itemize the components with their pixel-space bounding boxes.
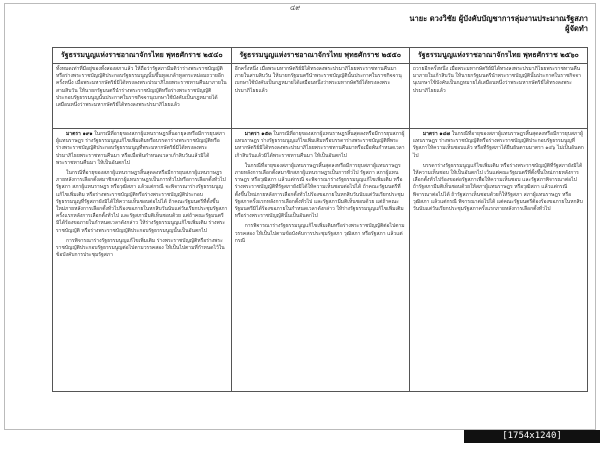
section-label: มาตรา ๑๙๑ <box>66 131 93 137</box>
paragraph: บรรดาร่างรัฐธรรมนูญแก้ไขเพิ่มเติม หรือร่างพระราชบัญญัติที่รัฐสภายังมิได้ให้ความเห็นชอบ ให้เป็นอันตกไป เว้นแต่คณะรัฐมนตรีที่ตั้งขึ้นใหม่ภายหลังการเลือกตั้งทั่วไปร้องขอต่อรัฐสภาเพื่อให้ความเห็นชอบ และรัฐสภาพิจารณาต่อไป ถ้ารัฐสภามีมติเห็นชอบด้วยให้สภาผู้แทนราษฎร หรือวุฒิสภา แล้วแต่กรณี พิจารณาต่อไปได้ ถ้ารัฐสภาเห็นชอบด้วยก็ให้รัฐสภา สภาผู้แทนราษฎร หรือวุฒิสภา แล้วแต่กรณี พิจารณาต่อไปได้ แต่คณะรัฐมนตรีต้องร้องขอภายในหกสิบวันนับแต่วันเรียกประชุมรัฐสภาครั้งแรกภายหลังการเลือกตั้งทั่วไป <box>412 162 583 213</box>
section-label: มาตรา ๑๔๗ <box>422 131 451 137</box>
document-header <box>409 14 588 34</box>
paragraph: การพิจารณาร่างรัฐธรรมนูญแก้ไขเพิ่มเติม ร่างพระราชบัญญัติหรือร่างพระราชบัญญัติประกอบรัฐธรรมนูญต่อไปตามวรรคสอง ให้เป็นไปตามที่กำหนดไว้ในข้อบังคับการประชุมรัฐสภา <box>56 237 225 259</box>
section-label: มาตรา ๑๕๓ <box>244 131 272 137</box>
author-name: นายะ ดวงวิชัย ผู้บังคับบัญชาการลุ่มงานประมาณรัฐสภา <box>409 14 588 23</box>
table-cell <box>231 129 409 392</box>
column-header-2550: รัฐธรรมนูญแห่งราชอาณาจักรไทย พุทธศักราช ๒๕๕๐ <box>231 48 409 64</box>
paragraph: ในกรณีที่อายุของสภาผู้แทนราษฎรสิ้นสุดลงหรือมีการยุบสภาผู้แทนราษฎร ร่างพระราชบัญญัติหรือร่างพระราชบัญญัติประกอบรัฐธรรมนูญที่รัฐสภาให้ความเห็นชอบแล้ว หรือที่รัฐสภาได้ยืนยันตามมาตรา ๑๔๖ ไม่เป็นอันตกไป <box>412 131 584 159</box>
image-source-bar <box>464 430 600 454</box>
paragraph: การพิจารณาร่างรัฐธรรมนูญแก้ไขเพิ่มเติมหรือร่างพระราชบัญญัติต่อไปตามวรรคสอง ให้เป็นไปตามข้อบังคับการประชุมรัฐสภา วุฒิสภา หรือรัฐสภา แล้วแต่กรณี <box>234 223 405 244</box>
source-label[interactable]: [1754x1240] https://upic.me/ <box>488 431 576 454</box>
author-role: ผู้จัดทำ <box>565 24 588 33</box>
table-cell: อีกครั้งหนึ่ง เมื่อพระมหากษัตริย์มิได้ทรงลงพระปรมาภิไธยพระราชทานคืนมาภายในสามสิบวัน ให้นายกรัฐมนตรีนำพระราชบัญญัตินั้นประกาศในราชกิจจานุเบกษาใช้บังคับเป็นกฎหมายได้เสมือนหนึ่งว่าพระมหากษัตริย์ได้ทรงลงพระปรมาภิไธยแล้ว <box>231 64 409 129</box>
paragraph: ในกรณีที่อายุของสภาผู้แทนราษฎรสิ้นสุดลงหรือมีการยุบสภาผู้แทนราษฎร ร่างรัฐธรรมนูญแก้ไขเพิ่มเติมหรือบรรดาร่างพระราชบัญญัติที่พระมหากษัตริย์มิได้ทรงลงพระปรมาภิไธยพระราชทานคืนมาหรือเมื่อพ้นกำหนดเวลาเก้าสิบวันแล้วมิได้พระราชทานคืนมา ให้เป็นอันตกไป <box>234 131 405 159</box>
table-cell <box>53 129 232 392</box>
comparison-table <box>52 47 588 392</box>
table-row <box>53 64 588 129</box>
page-number: ๔๙ <box>290 4 301 12</box>
table-row <box>53 129 588 392</box>
paragraph: ในกรณีที่อายุของสภาผู้แทนราษฎรสิ้นสุดลงหรือมีการยุบสภาผู้แทนราษฎร ภายหลังการเลือกตั้งสมาชิกสภาผู้แทนราษฎรเป็นการทั่วไปหรือการเลือกตั้งทั่วไป รัฐสภา สภาผู้แทนราษฎร หรือวุฒิสภา แล้วแต่กรณี จะพิจารณาร่างรัฐธรรมนูญแก้ไขเพิ่มเติม หรือร่างพระราชบัญญัติหรือร่างพระราชบัญญัติประกอบรัฐธรรมนูญที่รัฐสภายังมิได้ให้ความเห็นชอบต่อไปได้ ถ้าคณะรัฐมนตรีที่ตั้งขึ้นใหม่ภายหลังการเลือกตั้งทั่วไปร้องขอภายในหกสิบวันนับแต่วันเรียกประชุมรัฐสภาครั้งแรกหลังการเลือกตั้งทั่วไป และรัฐสภามีมติเห็นชอบด้วย แต่ถ้าคณะรัฐมนตรีมิได้ร้องขอภายในกำหนดเวลาดังกล่าว ให้ร่างรัฐธรรมนูญแก้ไขเพิ่มเติม ร่างพระราชบัญญัติ หรือร่างพระราชบัญญัติประกอบรัฐธรรมนูญนั้นเป็นอันตกไป <box>56 170 228 234</box>
column-header-2560: รัฐธรรมนูญแห่งราชอาณาจักรไทย พุทธศักราช ๒๕๖๐ <box>409 48 587 64</box>
paragraph: ในกรณีที่อายุของสภาผู้แทนราษฎรสิ้นอายุลงหรือมีการยุบสภาผู้แทนราษฎร ร่างรัฐธรรมนูญแก้ไขเพิ่มเติมหรือบรรดาร่างพระราชบัญญัติหรือร่างพระราชบัญญัติประกอบรัฐธรรมนูญที่พระมหากษัตริย์มิได้ทรงลงพระปรมาภิไธยพระราชทานคืนมา หรือเมื่อพ้นกำหนดเวลาเก้าสิบวันแล้วมิได้พระราชทานคืนมา ให้เป็นอันตกไป <box>56 131 225 166</box>
table-cell <box>409 129 587 392</box>
table-cell: ทั้งหมดเท่าที่มีอยู่ของทั้งสองสภาแล้ว ให้ถือว่ารัฐสภามีมติว่าร่างพระราชบัญญัติหรือร่างพระราชบัญญัติประกอบรัฐธรรมนูญนั้นขึ้นทูลเกล้าทูลกระหม่อมถวายอีกครั้งหนึ่ง เมื่อพระมหากษัตริย์มิได้ทรงลงพระปรมาภิไธยพระราชทานคืนมาภายในสามสิบวัน ให้นายกรัฐมนตรีนำร่างพระราชบัญญัติหรือร่างพระราชบัญญัติประกอบรัฐธรรมนูญนั้นประกาศในราชกิจจานุเบกษาใช้บังคับเป็นกฎหมายได้เสมือนหนึ่งว่าพระมหากษัตริย์ได้ทรงลงพระปรมาภิไธยแล้ว <box>53 64 232 129</box>
table-cell: ถวายอีกครั้งหนึ่ง เมื่อพระมหากษัตริย์มิได้ทรงลงพระปรมาภิไธยพระราชทานคืนมาภายในเก้าสิบวัน ให้นายกรัฐมนตรีนำพระราชบัญญัตินั้นประกาศในราชกิจจานุเบกษาใช้บังคับเป็นกฎหมายได้เสมือนหนึ่งว่าพระมหากษัตริย์ได้ทรงลงพระปรมาภิไธยแล้ว <box>409 64 587 129</box>
column-header-2540: รัฐธรรมนูญแห่งราชอาณาจักรไทย พุทธศักราช ๒๕๔๐ <box>53 48 232 64</box>
paragraph: ในกรณีที่อายุของสภาผู้แทนราษฎรสิ้นสุดลงหรือมีการยุบสภาผู้แทนราษฎร ภายหลังการเลือกตั้งสมาชิกสภาผู้แทนราษฎรเป็นการทั่วไป รัฐสภา สภาผู้แทนราษฎร หรือวุฒิสภา แล้วแต่กรณี จะพิจารณาร่างรัฐธรรมนูญแก้ไขเพิ่มเติม หรือร่างพระราชบัญญัติที่รัฐสภายังมิได้ให้ความเห็นชอบต่อไปได้ ถ้าคณะรัฐมนตรีที่ตั้งขึ้นใหม่ภายหลังการเลือกตั้งทั่วไปร้องขอภายในหกสิบวันนับแต่วันเรียกประชุมรัฐสภาครั้งแรกหลังการเลือกตั้งทั่วไป และรัฐสภามีมติเห็นชอบด้วย แต่ถ้าคณะรัฐมนตรีมิได้ร้องขอภายในกำหนดเวลาดังกล่าว ให้ร่างรัฐธรรมนูญแก้ไขเพิ่มเติม หรือร่างพระราชบัญญัตินั้นเป็นอันตกไป <box>234 162 404 220</box>
